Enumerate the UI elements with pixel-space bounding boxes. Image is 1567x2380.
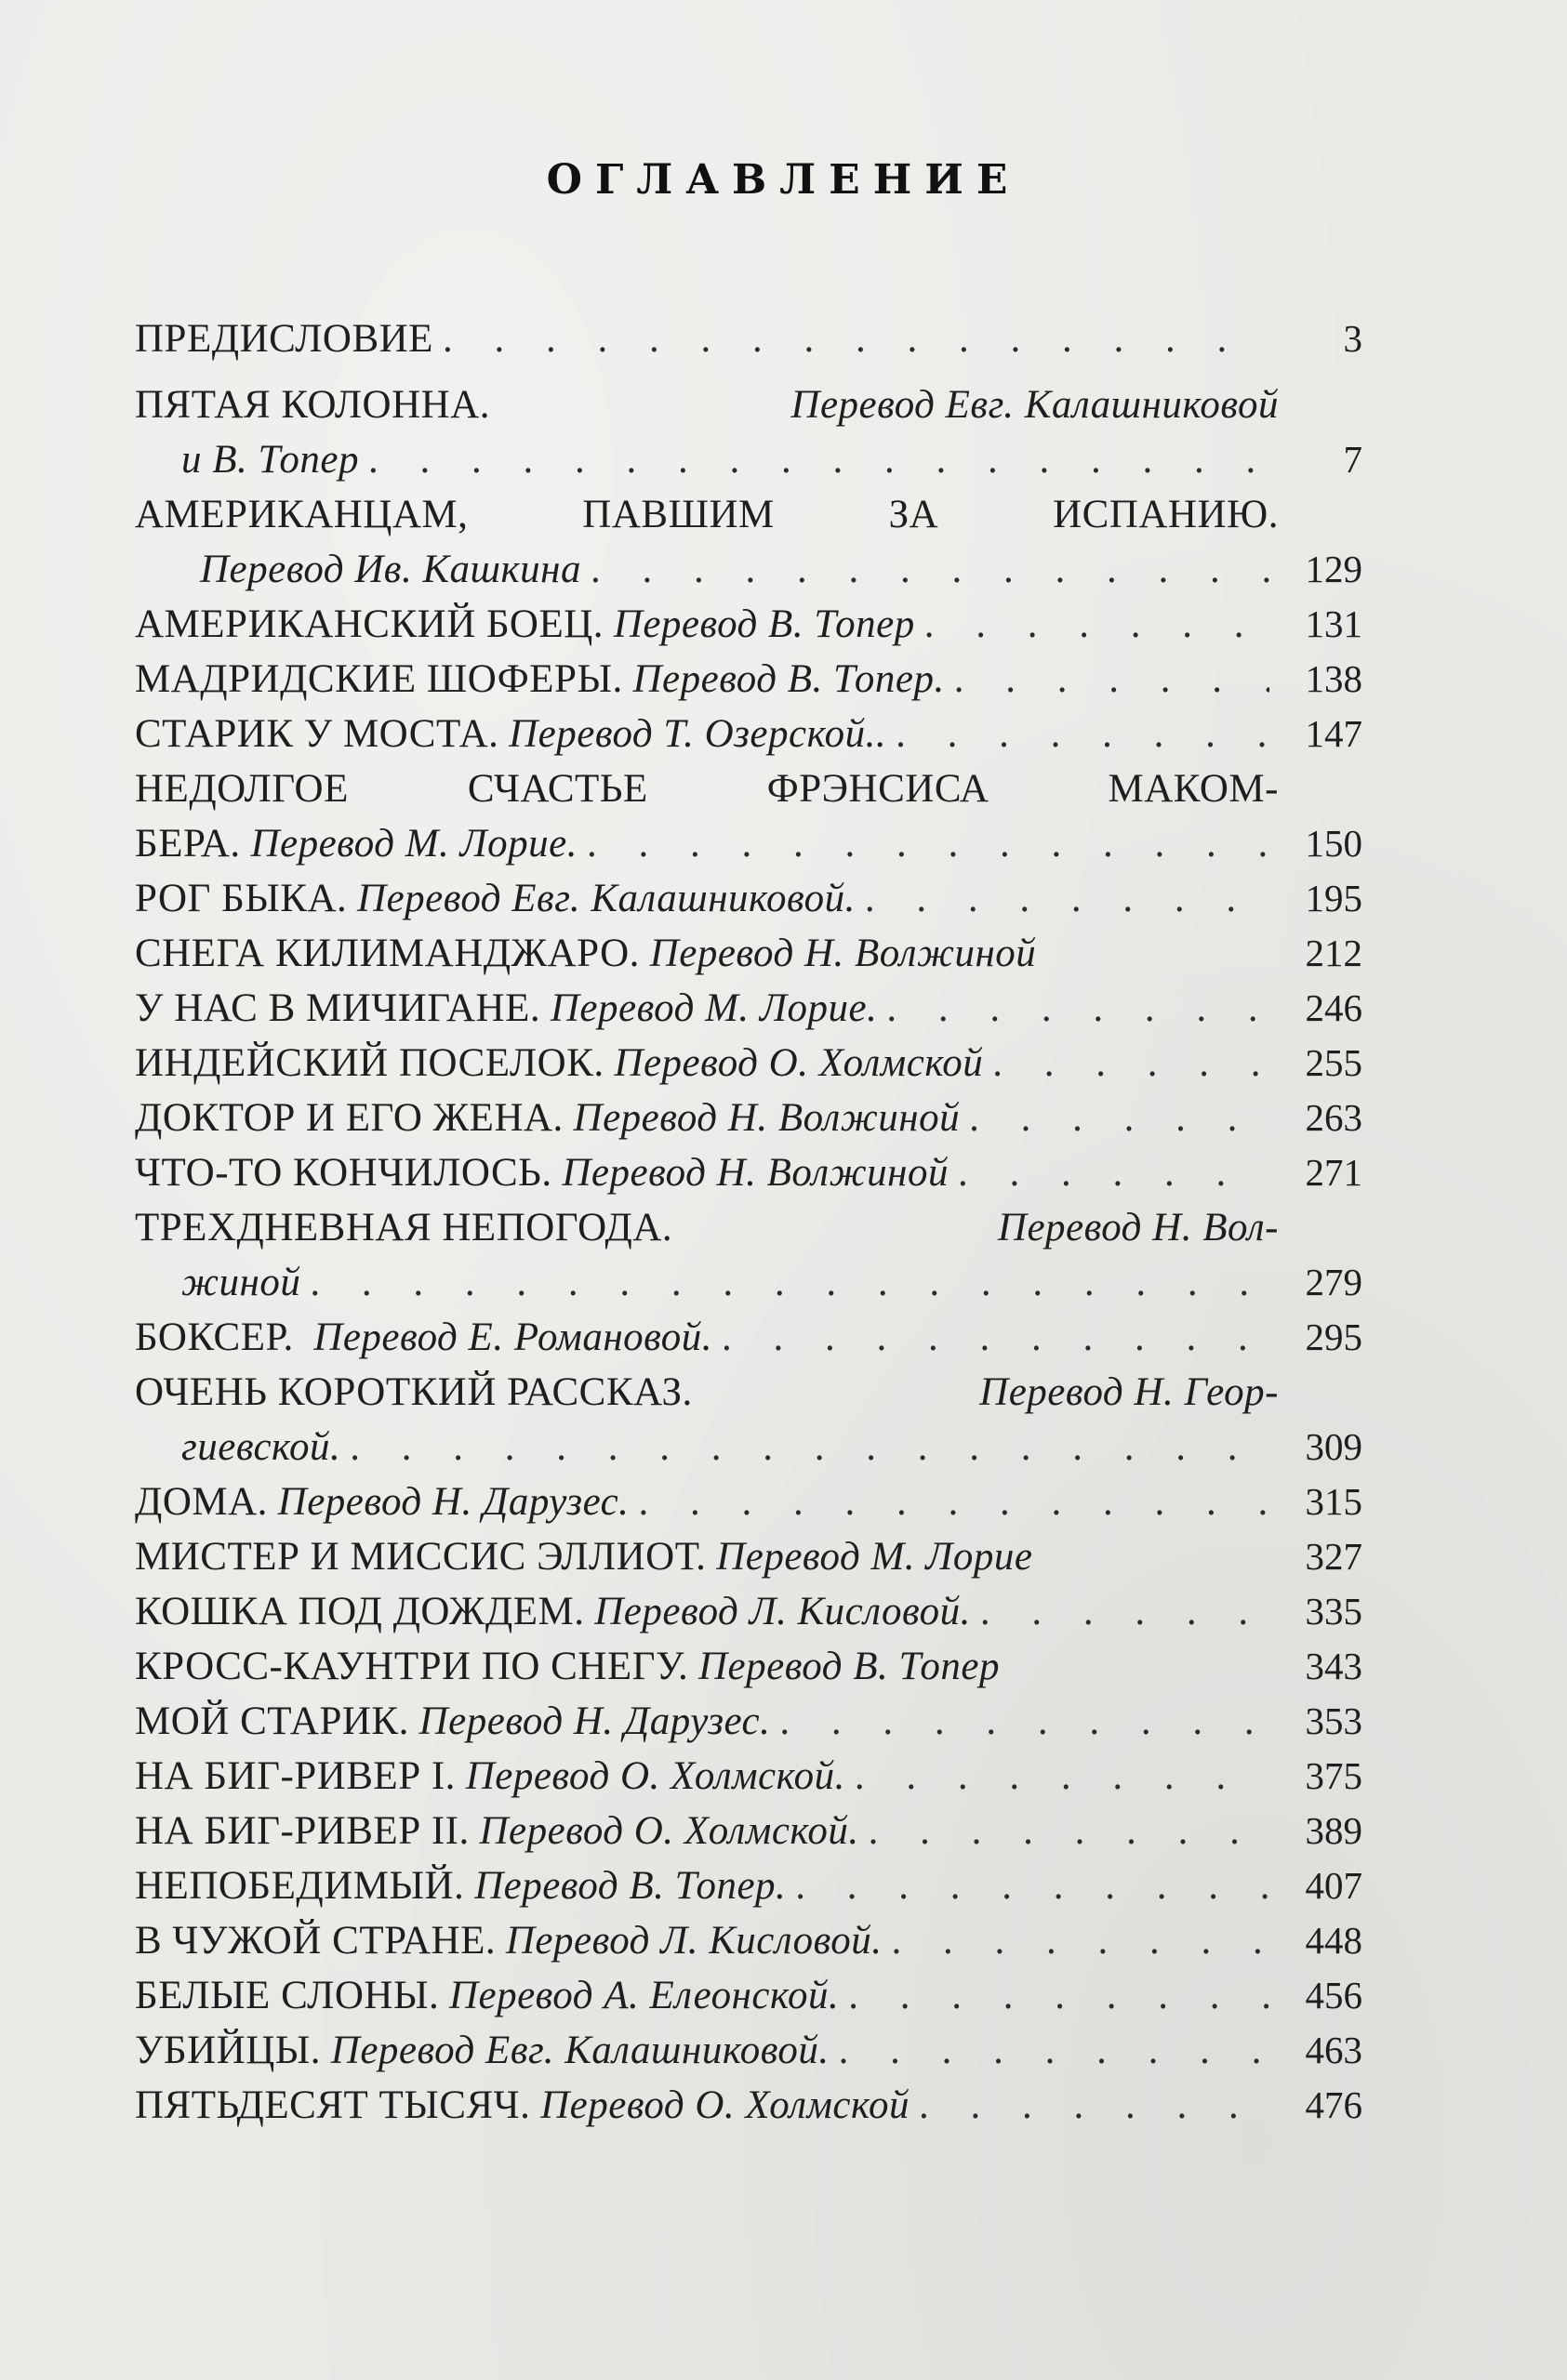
entry-translator: Перевод Евг. Калашниковой. [357,877,856,920]
entry-translator: Перевод Н. Дарузес. [418,1699,771,1743]
entry-translator: Перевод Н. Волжиной [562,1151,949,1195]
page-title: ОГЛАВЛЕНИЕ [546,156,1021,204]
page-number: 315 [1305,1480,1362,1523]
entry-translator: Перевод Н. Волжиной [649,932,1037,975]
toc-entry[interactable] [135,981,1362,1036]
toc-entry[interactable] [135,652,1362,707]
dot-leader [954,652,1269,707]
toc-entry[interactable] [135,1365,1362,1474]
toc-entry[interactable] [135,1968,1362,2023]
entry-title: АМЕРИКАНСКИЙ БОЕЦ. [135,602,604,646]
page-number: 212 [1305,932,1362,974]
dot-leader [591,542,1269,597]
entry-title: АМЕРИКАНЦАМ, ПАВШИМ ЗА ИСПАНИЮ. [135,493,1279,536]
dot-leader [924,597,1269,652]
entry-translator: Перевод В. Топер [697,1645,1000,1688]
page-number: 147 [1305,712,1362,755]
dot-leader [869,1804,1269,1858]
entry-title: ПРЕДИСЛОВИЕ [135,317,433,361]
dot-leader [368,432,1269,487]
toc-entry[interactable] [135,1749,1362,1804]
entry-title: НА БИГ-РИВЕР II. [135,1809,470,1853]
entry-title: ДОМА. [135,1480,268,1524]
entry-title: ИНДЕЙСКИЙ ПОСЕЛОК. [135,1041,604,1085]
page-number: 309 [1305,1425,1362,1468]
page-number: 131 [1305,602,1362,645]
dot-leader [980,1584,1269,1639]
toc-entry[interactable] [135,377,1362,487]
entry-title: В ЧУЖОЙ СТРАНЕ. [135,1919,497,1963]
entry-title: ТРЕХДНЕВНАЯ НЕПОГОДА. [135,1206,673,1250]
dot-leader [839,2023,1269,2078]
entry-title: МИСТЕР И МИССИС ЭЛЛИОТ. [135,1535,707,1579]
table-of-contents [135,311,1362,2133]
page-number: 3 [1343,317,1362,360]
entry-translator-continued: гиевской. [181,1425,341,1469]
page-number: 150 [1305,822,1362,865]
dot-leader [919,2078,1269,2133]
toc-entry[interactable] [135,1474,1362,1529]
dot-leader [310,1255,1269,1310]
dot-leader [443,311,1269,366]
entry-title: БЕЛЫЕ СЛОНЫ. [135,1974,440,2017]
dot-leader [969,1091,1269,1145]
page-number: 327 [1305,1535,1362,1578]
entry-title: МАДРИДСКИЕ ШОФЕРЫ. [135,657,623,701]
page-number: 246 [1305,986,1362,1029]
page-number: 407 [1305,1864,1362,1907]
entry-title: ОЧЕНЬ КОРОТКИЙ РАССКАЗ. [135,1370,693,1414]
dot-leader [722,1310,1269,1365]
dot-leader [958,1145,1269,1200]
page-number: 335 [1305,1590,1362,1633]
entry-translator: Перевод М. Лорие [716,1535,1033,1579]
entry-title: УБИЙЦЫ. [135,2029,322,2072]
entry-title: У НАС В МИЧИГАНЕ. [135,986,541,1030]
entry-translator: Перевод О. Холмской [540,2083,910,2127]
page-number: 271 [1305,1151,1362,1194]
toc-entry[interactable] [135,1804,1362,1858]
entry-translator: Перевод М. Лорие. [550,986,878,1030]
entry-title: БОКСЕР. [135,1316,294,1359]
dot-leader [865,871,1269,926]
dot-leader [992,1036,1269,1091]
page-number: 138 [1305,657,1362,700]
entry-title: НЕПОБЕДИМЫЙ. [135,1864,465,1908]
entry-title: КОШКА ПОД ДОЖДЕМ. [135,1590,585,1633]
dot-leader [638,1474,1269,1529]
entry-title: МОЙ СТАРИК. [135,1699,409,1743]
entry-title: ЧТО-ТО КОНЧИЛОСЬ. [135,1151,552,1195]
entry-title: СНЕГА КИЛИМАНДЖАРО. [135,932,640,975]
toc-entry[interactable] [135,1913,1362,1968]
toc-entry[interactable] [135,707,1362,761]
toc-entry[interactable] [135,1200,1362,1310]
entry-title: ПЯТАЯ КОЛОННА. [135,383,490,427]
entry-translator: Перевод Л. Кисловой. [505,1919,883,1963]
page-number: 389 [1305,1809,1362,1852]
page-number: 263 [1305,1096,1362,1139]
toc-entry[interactable] [135,1145,1362,1200]
toc-entry[interactable] [135,487,1362,597]
entry-translator: Перевод Л. Кисловой. [594,1590,971,1633]
entry-translator: Перевод Евг. Калашниковой [790,383,1279,427]
page-number: 195 [1305,877,1362,919]
toc-entry[interactable] [135,1091,1362,1145]
page-number: 456 [1305,1974,1362,2016]
entry-translator: Перевод В. Топер. [632,657,945,701]
page-number: 476 [1305,2083,1362,2126]
entry-translator: Перевод В. Топер [613,602,915,646]
dot-leader [795,1858,1269,1913]
toc-entry[interactable] [135,1639,1362,1694]
page-number: 295 [1305,1316,1362,1358]
entry-translator: Перевод Н. Дарузес. [277,1480,630,1524]
toc-entry[interactable] [135,2023,1362,2078]
entry-translator: Перевод Евг. Калашниковой. [330,2029,830,2072]
entry-translator: Перевод О. Холмской. [465,1754,845,1798]
entry-title: КРОСС-КАУНТРИ ПО СНЕГУ. [135,1645,689,1688]
toc-entry[interactable] [135,1858,1362,1913]
page-number: 463 [1305,2029,1362,2071]
page-number: 129 [1305,548,1362,590]
entry-translator: Перевод Т. Озерской.. [509,712,887,756]
entry-title: ПЯТЬДЕСЯТ ТЫСЯЧ. [135,2083,531,2127]
dot-leader [886,981,1269,1036]
entry-title: ДОКТОР И ЕГО ЖЕНА. [135,1096,564,1140]
entry-translator: Перевод О. Холмской. [479,1809,859,1853]
page-number: 353 [1305,1699,1362,1742]
dot-leader [892,1913,1269,1968]
entry-title: НА БИГ-РИВЕР I. [135,1754,456,1798]
entry-translator-continued: жиной [181,1261,301,1304]
dot-leader [587,816,1269,871]
page-number: 448 [1305,1919,1362,1962]
toc-entry[interactable] [135,871,1362,926]
toc-entry[interactable] [135,1694,1362,1749]
entry-translator: Перевод Н. Вол- [997,1206,1279,1250]
entry-translator-continued: и В. Топер [181,438,359,482]
entry-translator: Перевод Ив. Кашкина [200,548,581,591]
entry-title-continued: БЕРА. [135,822,241,866]
entry-translator: Перевод Н. Волжиной [573,1096,961,1140]
entry-translator: Перевод В. Топер. [474,1864,787,1908]
toc-entry[interactable] [135,1529,1362,1584]
toc-entry[interactable] [135,926,1362,981]
entry-translator: Перевод А. Елеонской. [448,1974,840,2017]
toc-entry[interactable] [135,1036,1362,1091]
entry-title: НЕДОЛГОЕ СЧАСТЬЕ ФРЭНСИСА МАКОМ- [135,767,1279,811]
entry-translator: Перевод М. Лорие. [250,822,578,866]
page-number: 7 [1343,438,1362,481]
dot-leader [350,1420,1269,1474]
page-number: 279 [1305,1261,1362,1303]
dot-leader [855,1749,1269,1804]
entry-title: СТАРИК У МОСТА. [135,712,499,756]
dot-leader [848,1968,1269,2023]
entry-title: РОГ БЫКА. [135,877,348,920]
page-number: 255 [1305,1041,1362,1084]
toc-entry[interactable] [135,597,1362,652]
toc-entry[interactable] [135,1310,1362,1365]
dot-leader [779,1694,1269,1749]
toc-entry[interactable] [135,1584,1362,1639]
entry-translator: Перевод Н. Геор- [979,1370,1279,1414]
toc-entry[interactable] [135,761,1362,871]
page-number: 343 [1305,1645,1362,1687]
toc-entry[interactable] [135,311,1362,366]
entry-translator: Перевод О. Холмской [614,1041,984,1085]
page-number: 375 [1305,1754,1362,1797]
entry-translator: Перевод Е. Романовой. [313,1316,713,1359]
dot-leader [896,707,1269,761]
toc-entry[interactable] [135,2078,1362,2133]
